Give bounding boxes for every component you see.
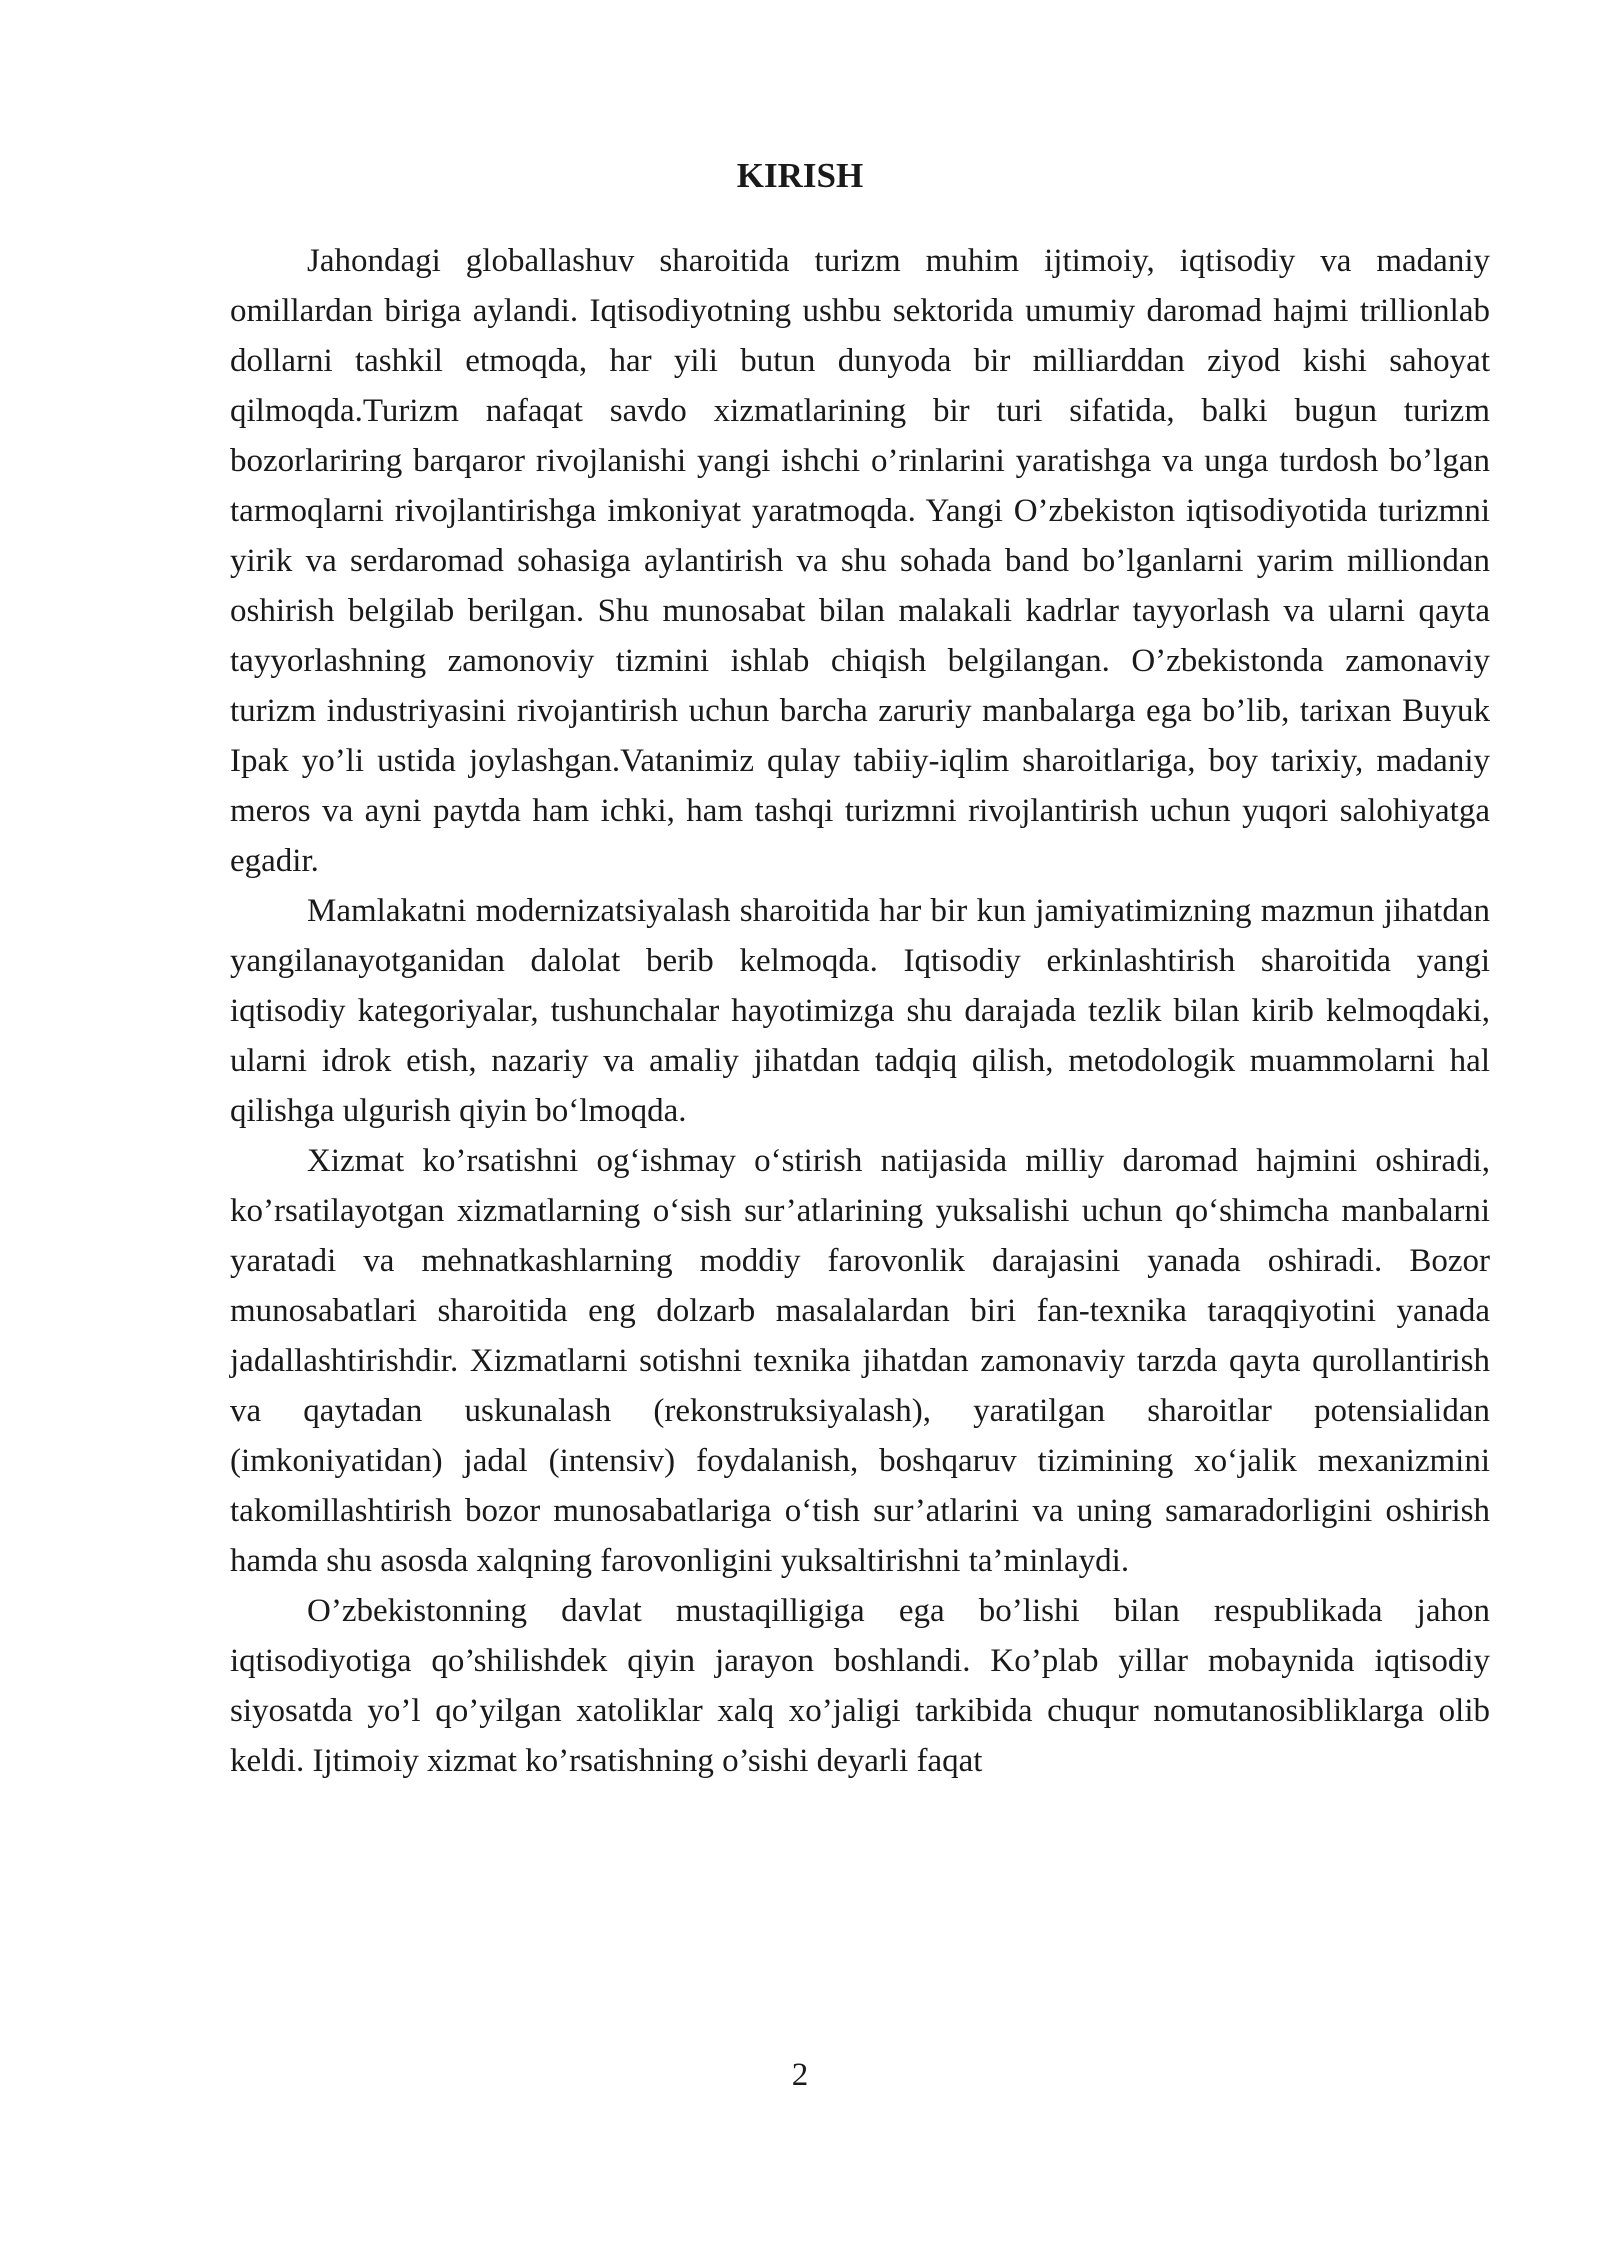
body-text xyxy=(230,236,1490,1786)
paragraph-4: O’zbekistonning davlat mustaqilligiga ega bo’lishi bilan respublikada jahon iqtisodiyotiga qo’shilishdek qiyin jarayon boshlandi. Ko’plab yillar mobaynida iqtisodiy siyosatda yo’l qo’yilgan xatoliklar xalq xo’jaligi tarkibida chuqur nomutanosibliklarga olib keldi. Ijtimoiy xizmat ko’rsatishning o’sishi deyarli faqat xyxy=(230,1593,1490,1779)
paragraph-1: Jahondagi globallashuv sharoitida turizm muhim ijtimoiy, iqtisodiy va madaniy omillardan biriga aylandi. Iqtisodiyotning ushbu sektorida umumiy daromad hajmi trillionlab dollarni tashkil etmoqda, har yili butun dunyoda bir milliarddan ziyod kishi sahoyat qilmoqda.Turizm nafaqat savdo xizmatlarining bir turi sifatida, balki bugun turizm bozorlariring barqaror rivojlanishi yangi ishchi o’rinlarini yaratishga va unga turdosh bo’lgan tarmoqlarni rivojlantirishga imkoniyat yaratmoqda. Yangi O’zbekiston iqtisodiyotida turizmni yirik va serdaromad sohasiga aylantirish va shu sohada band bo’lganlarni yarim milliondan oshirish belgilab berilgan. Shu munosabat bilan malakali kadrlar tayyorlash va ularni qayta tayyorlashning zamonoviy tizmini ishlab chiqish belgilangan. O’zbekistonda zamonaviy turizm industriyasini rivojantirish uchun barcha zaruriy manbalarga ega bo’lib, tarixan Buyuk Ipak yo’li ustida joylashgan.Vatanimiz qulay tabiiy-iqlim sharoitlariga, boy tarixiy, madaniy meros va ayni paytda ham ichki, ham tashqi turizmni rivojlantirish uchun yuqori salohiyatga egadir. xyxy=(230,243,1490,879)
page-number: 2 xyxy=(791,2057,809,2093)
page-title: KIRISH xyxy=(736,156,864,195)
paragraph-2: Mamlakatni modernizatsiyalash sharoitida har bir kun jamiyatimizning mazmun jihatdan yangilanayotganidan dalolat berib kelmoqda. Iqtisodiy erkinlashtirish sharoitida yangi iqtisodiy kategoriyalar, tushunchalar hayotimizga shu darajada tezlik bilan kirib kelmoqdaki, ularni idrok etish, nazariy va amaliy jihatdan tadqiq qilish, metodologik muammolarni hal qilishga ulgurish qiyin bo‘lmoqda. xyxy=(230,893,1490,1129)
paragraph-3: Xizmat ko’rsatishni og‘ishmay o‘stirish natijasida milliy daromad hajmini oshiradi, ko’rsatilayotgan xizmatlarning o‘sish sur’atlarining yuksalishi uchun qo‘shimcha manbalarni yaratadi va mehnatkashlarning moddiy farovonlik darajasini yanada oshiradi. Bozor munosabatlari sharoitida eng dolzarb masalalardan biri fan-texnika taraqqiyotini yanada jadallashtirishdir. Xizmatlarni sotishni texnika jihatdan zamonaviy tarzda qayta qurollantirish va qaytadan uskunalash (rekonstruksiyalash), yaratilgan sharoitlar potensialidan (imkoniyatidan) jadal (intensiv) foydalanish, boshqaruv tizimining xo‘jalik mexanizmini takomillashtirish bozor munosabatlariga o‘tish sur’atlarini va uning samaradorligini oshirish hamda shu asosda xalqning farovonligini yuksaltirishni ta’minlaydi. xyxy=(230,1143,1490,1579)
